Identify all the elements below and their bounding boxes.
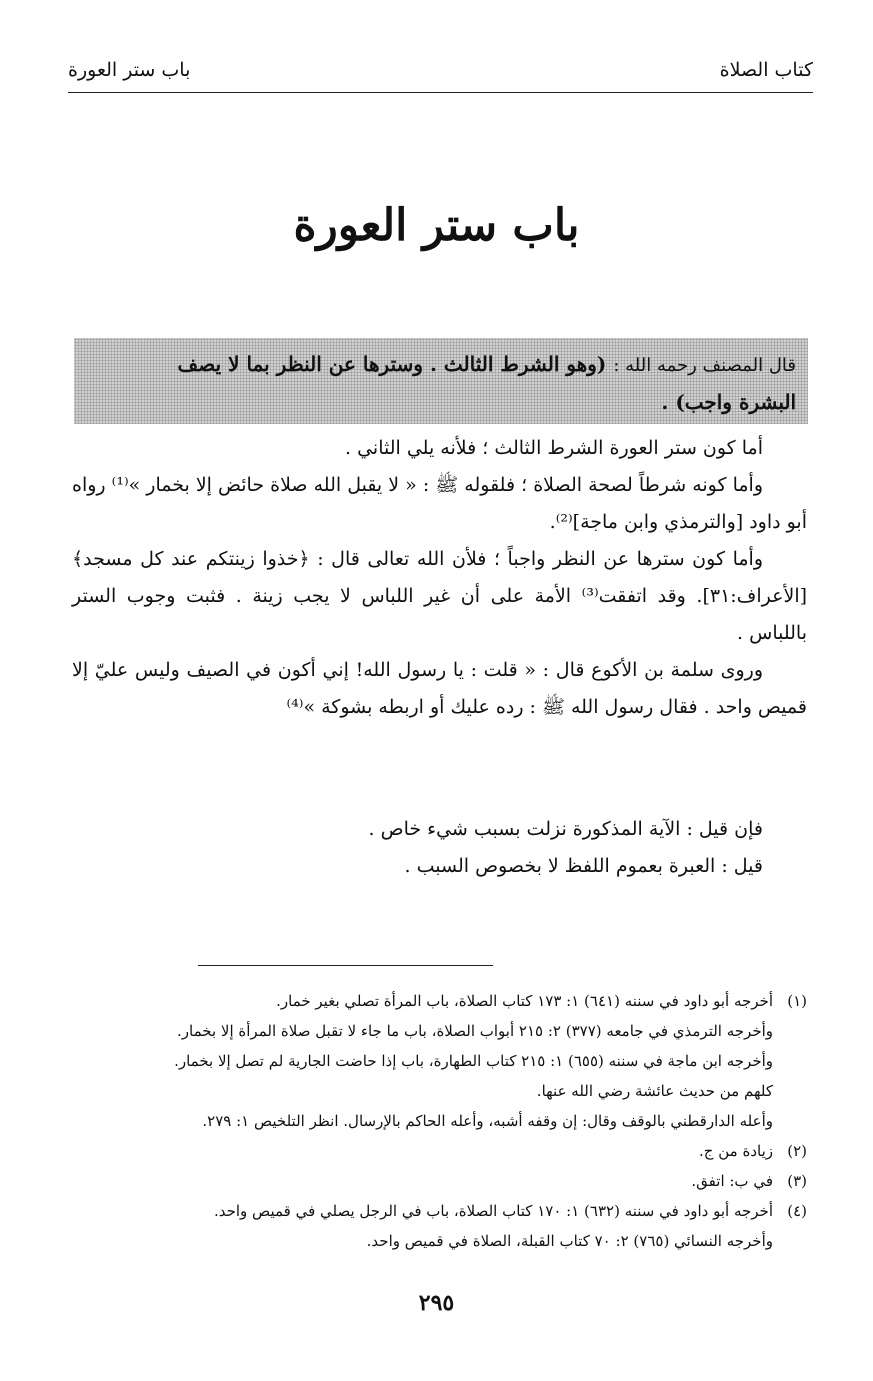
footnote-number: (٣) (787, 1172, 807, 1190)
paragraph-4: وروى سلمة بن الأكوع قال : « قلت : يا رسول الله! إني أكون في الصيف وليس عليّ إلا قميص واحد . فقال رسول الله ﷺ : رده عليك أو اربطه بشوكة »⁽⁴⁾ (72, 659, 807, 718)
running-header (68, 48, 813, 93)
footnote-divider (198, 965, 493, 966)
header-book-title: كتاب الصلاة (719, 59, 813, 81)
footnote-line: وأخرجه النسائي (٧٦٥) ٢: ٧٠ كتاب القبلة، الصلاة في قميص واحد. (366, 1232, 773, 1250)
footnote-4 (70, 1196, 807, 1256)
paragraph-1: أما كون ستر العورة الشرط الثالث ؛ فلأنه يلي الثاني . (345, 437, 763, 459)
question-answer (72, 811, 807, 885)
footnotes (70, 986, 807, 1256)
footnote-line: أخرجه أبو داود في سننه (٦٣٢) ١: ١٧٠ كتاب الصلاة، باب في الرجل يصلي في قميص واحد. (213, 1202, 773, 1220)
paragraph-3: وأما كون سترها عن النظر واجباً ؛ فلأن الله تعالى قال : ﴿خذوا زينتكم عند كل مسجد﴾ [الأعراف:٣١]. وقد اتفقت⁽³⁾ الأمة على أن غير اللباس لا يجب زينة . فثبت وجوب الستر باللباس . (72, 548, 808, 644)
quote-line-2: البشرة واجب) . (661, 390, 796, 414)
quote-author: قال المصنف رحمه الله : (613, 355, 796, 376)
quote-text-1: (وهو الشرط الثالث . وسترها عن النظر بما لا يصف (177, 352, 607, 376)
footnote-line: أخرجه أبو داود في سننه (٦٤١) ١: ١٧٣ كتاب الصلاة، باب المرأة تصلي بغير خمار. (276, 992, 773, 1010)
footnote-line: وأعله الدارقطني بالوقف وقال: إن وقفه أشبه، وأعله الحاكم بالإرسال. انظر التلخيص ١: ٢٧٩. (202, 1112, 773, 1130)
chapter-title: باب ستر العورة (293, 200, 580, 251)
footnote-line: وأخرجه ابن ماجة في سننه (٦٥٥) ١: ٢١٥ كتاب الطهارة، باب إذا حاضت الجارية لم تصل إلا بخمار. (174, 1052, 773, 1070)
footnote-number: (١) (787, 992, 807, 1010)
footnote-2 (70, 1136, 807, 1166)
commentary-body (72, 430, 807, 726)
author-quote-box (74, 338, 808, 424)
header-chapter-title: باب ستر العورة (68, 59, 191, 81)
footnote-line: في ب: اتفق. (691, 1172, 773, 1190)
footnote-3 (70, 1166, 807, 1196)
footnote-number: (٢) (787, 1142, 807, 1160)
page-number: ٢٩٥ (418, 1290, 455, 1316)
paragraph-2: وأما كونه شرطاً لصحة الصلاة ؛ فلقوله ﷺ : « لا يقبل الله صلاة حائض إلا بخمار »⁽¹⁾ رواه أبو داود [والترمذي وابن ماجة]⁽²⁾. (72, 474, 807, 533)
footnote-line: كلهم من حديث عائشة رضي الله عنها. (536, 1082, 773, 1100)
footnote-1 (70, 986, 807, 1136)
answer-line: قيل : العبرة بعموم اللفظ لا بخصوص السبب . (404, 855, 763, 877)
footnote-line: وأخرجه الترمذي في جامعه (٣٧٧) ٢: ٢١٥ أبواب الصلاة، باب ما جاء لا تقبل صلاة المرأة إلا بخمار. (177, 1022, 773, 1040)
footnote-number: (٤) (787, 1202, 807, 1220)
question-line: فإن قيل : الآية المذكورة نزلت بسبب شيء خاص . (368, 818, 763, 840)
footnote-line: زيادة من ج. (699, 1142, 773, 1160)
quote-line-1 (86, 346, 796, 384)
